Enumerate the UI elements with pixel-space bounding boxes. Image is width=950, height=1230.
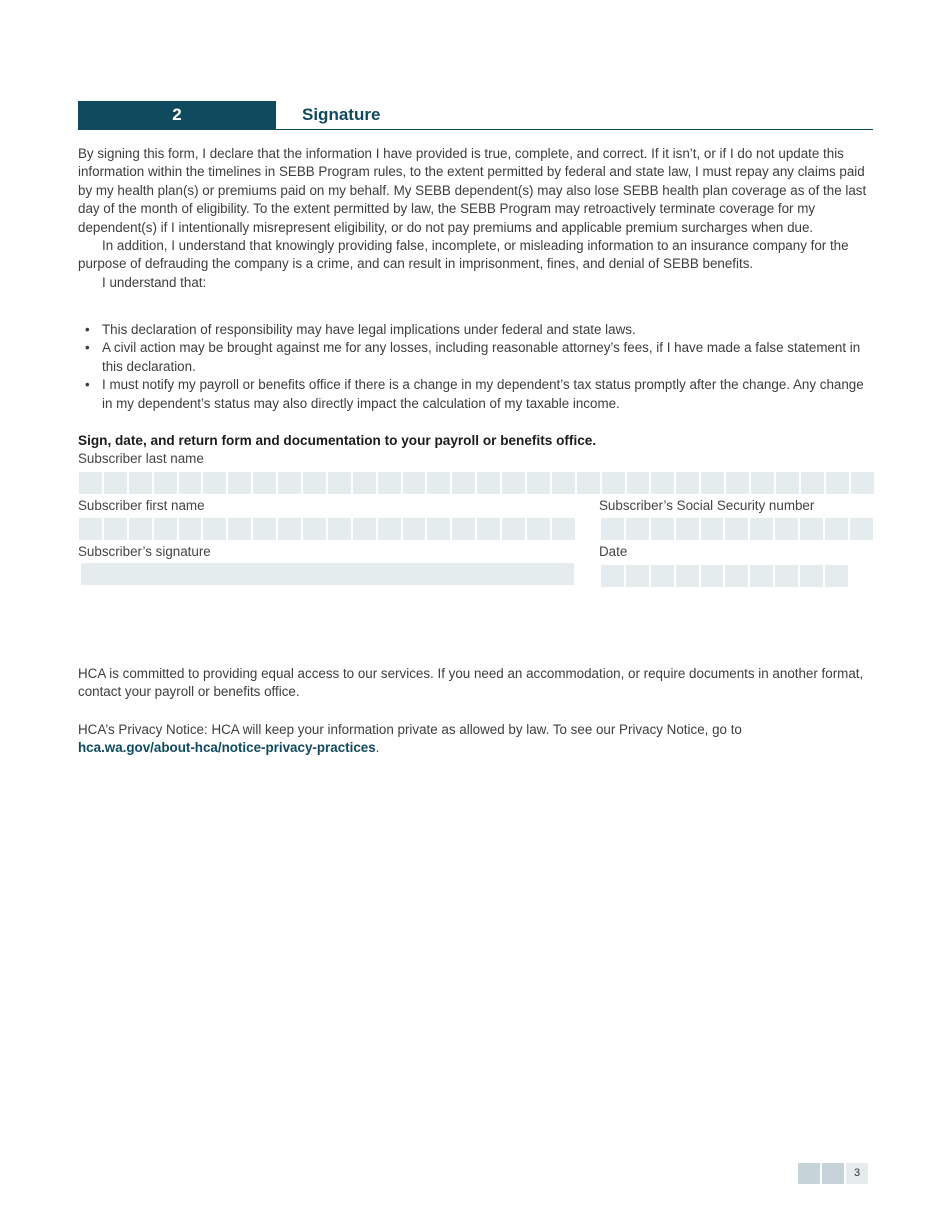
- character-box[interactable]: [427, 472, 450, 494]
- character-box[interactable]: [104, 518, 127, 540]
- section-header: [78, 101, 873, 130]
- character-box[interactable]: [527, 472, 550, 494]
- character-box[interactable]: [502, 472, 525, 494]
- list-item: • A civil action may be brought against me for any losses, including reasonable attorney’s fees, if I have made a false statement in this declaration.: [85, 340, 861, 374]
- character-box[interactable]: [552, 472, 575, 494]
- character-box[interactable]: [651, 518, 674, 540]
- character-box[interactable]: [303, 518, 326, 540]
- declaration-paragraph-2: In addition, I understand that knowingly providing false, incomplete, or misleading information to an insurance company for the purpose of defrauding the company is a crime, and can result in imprisonment, fines, and denial of SEBB benefits.: [78, 238, 849, 272]
- character-box[interactable]: [303, 472, 326, 494]
- character-box[interactable]: [825, 565, 848, 587]
- section-title: Signature: [302, 105, 381, 124]
- page-number-tabs: [798, 1163, 868, 1184]
- list-item: • This declaration of responsibility may have legal implications under federal and state laws.: [85, 322, 636, 337]
- date-label: Date: [599, 544, 628, 559]
- page-tab: [798, 1163, 820, 1184]
- character-box[interactable]: [79, 472, 102, 494]
- character-box[interactable]: [403, 518, 426, 540]
- character-box[interactable]: [726, 472, 749, 494]
- character-box[interactable]: [701, 472, 724, 494]
- character-box[interactable]: [725, 518, 748, 540]
- privacy-link[interactable]: hca.wa.gov/about-hca/notice-privacy-practices: [78, 740, 376, 756]
- character-box[interactable]: [725, 565, 748, 587]
- character-box[interactable]: [378, 472, 401, 494]
- last-name-field[interactable]: [79, 472, 874, 494]
- character-box[interactable]: [129, 472, 152, 494]
- character-box[interactable]: [701, 565, 724, 587]
- character-box[interactable]: [651, 565, 674, 587]
- character-box[interactable]: [129, 518, 152, 540]
- character-box[interactable]: [179, 518, 202, 540]
- character-box[interactable]: [825, 518, 848, 540]
- character-box[interactable]: [750, 518, 773, 540]
- character-box[interactable]: [801, 472, 824, 494]
- privacy-notice: [78, 721, 870, 758]
- character-box[interactable]: [601, 565, 624, 587]
- character-box[interactable]: [477, 472, 500, 494]
- character-box[interactable]: [552, 518, 575, 540]
- character-box[interactable]: [627, 472, 650, 494]
- privacy-text: HCA’s Privacy Notice: HCA will keep your information private as allowed by law. To see our Privacy Notice, go to: [78, 722, 742, 737]
- character-box[interactable]: [203, 472, 226, 494]
- character-box[interactable]: [452, 472, 475, 494]
- first-name-label: Subscriber first name: [78, 498, 205, 513]
- character-box[interactable]: [378, 518, 401, 540]
- ssn-field[interactable]: [601, 518, 873, 540]
- character-box[interactable]: [651, 472, 674, 494]
- character-box[interactable]: [626, 565, 649, 587]
- character-box[interactable]: [626, 518, 649, 540]
- character-box[interactable]: [800, 565, 823, 587]
- character-box[interactable]: [452, 518, 475, 540]
- declaration-paragraph-3: I understand that:: [102, 274, 207, 290]
- character-box[interactable]: [751, 472, 774, 494]
- declaration-text: [78, 145, 870, 292]
- page-tab: [822, 1163, 844, 1184]
- last-name-label: Subscriber last name: [78, 451, 204, 466]
- character-box[interactable]: [701, 518, 724, 540]
- character-box[interactable]: [154, 518, 177, 540]
- ssn-label: Subscriber’s Social Security number: [599, 498, 815, 513]
- list-item: • I must notify my payroll or benefits office if there is a change in my dependent’s tax status promptly after the change. Any change in my dependent’s status may also directly impact the calculation of my taxable income.: [85, 377, 864, 411]
- character-box[interactable]: [278, 518, 301, 540]
- signature-label: Subscriber’s signature: [78, 544, 211, 559]
- date-field[interactable]: [601, 565, 848, 587]
- character-box[interactable]: [601, 518, 624, 540]
- character-box[interactable]: [850, 518, 873, 540]
- character-box[interactable]: [278, 472, 301, 494]
- character-box[interactable]: [427, 518, 450, 540]
- character-box[interactable]: [800, 518, 823, 540]
- character-box[interactable]: [403, 472, 426, 494]
- first-name-field[interactable]: [79, 518, 575, 540]
- character-box[interactable]: [775, 565, 798, 587]
- character-box[interactable]: [676, 472, 699, 494]
- character-box[interactable]: [776, 472, 799, 494]
- character-box[interactable]: [602, 472, 625, 494]
- access-notice: HCA is committed to providing equal access to our services. If you need an accommodation, or require documents in another format, contact your payroll or benefits office.: [78, 666, 864, 700]
- character-box[interactable]: [154, 472, 177, 494]
- character-box[interactable]: [228, 472, 251, 494]
- form-instruction: Sign, date, and return form and documentation to your payroll or benefits office.: [78, 433, 597, 448]
- character-box[interactable]: [775, 518, 798, 540]
- character-box[interactable]: [477, 518, 500, 540]
- character-box[interactable]: [577, 472, 600, 494]
- declaration-paragraph-1: By signing this form, I declare that the information I have provided is true, complete, and correct. If it isn’t, or if I do not update this information within the timelines in SEBB Program rules, to the extent permitted by federal and state law, I must repay any claims paid by my health plan(s) or premiums paid on my behalf. My SEBB dependent(s) may also lose SEBB health plan coverage as of the last day of the month of eligibility. To the extent permitted by law, the SEBB Program may retroactively terminate coverage for my dependent(s) if I intentionally misrepresent eligibility, or do not pay premiums and applicable premium surcharges when due.: [78, 146, 867, 235]
- section-number: 2: [78, 101, 276, 129]
- character-box[interactable]: [676, 518, 699, 540]
- character-box[interactable]: [527, 518, 550, 540]
- character-box[interactable]: [104, 472, 127, 494]
- privacy-period: .: [375, 740, 380, 756]
- character-box[interactable]: [203, 518, 226, 540]
- page-number: 3: [846, 1163, 868, 1184]
- character-box[interactable]: [750, 565, 773, 587]
- character-box[interactable]: [79, 518, 102, 540]
- character-box[interactable]: [353, 472, 376, 494]
- character-box[interactable]: [676, 565, 699, 587]
- character-box[interactable]: [502, 518, 525, 540]
- character-box[interactable]: [253, 518, 276, 540]
- character-box[interactable]: [328, 472, 351, 494]
- character-box[interactable]: [179, 472, 202, 494]
- character-box[interactable]: [851, 472, 874, 494]
- character-box[interactable]: [253, 472, 276, 494]
- understanding-list: [78, 321, 870, 413]
- character-box[interactable]: [826, 472, 849, 494]
- signature-field[interactable]: [81, 563, 574, 585]
- character-box[interactable]: [228, 518, 251, 540]
- character-box[interactable]: [353, 518, 376, 540]
- character-box[interactable]: [328, 518, 351, 540]
